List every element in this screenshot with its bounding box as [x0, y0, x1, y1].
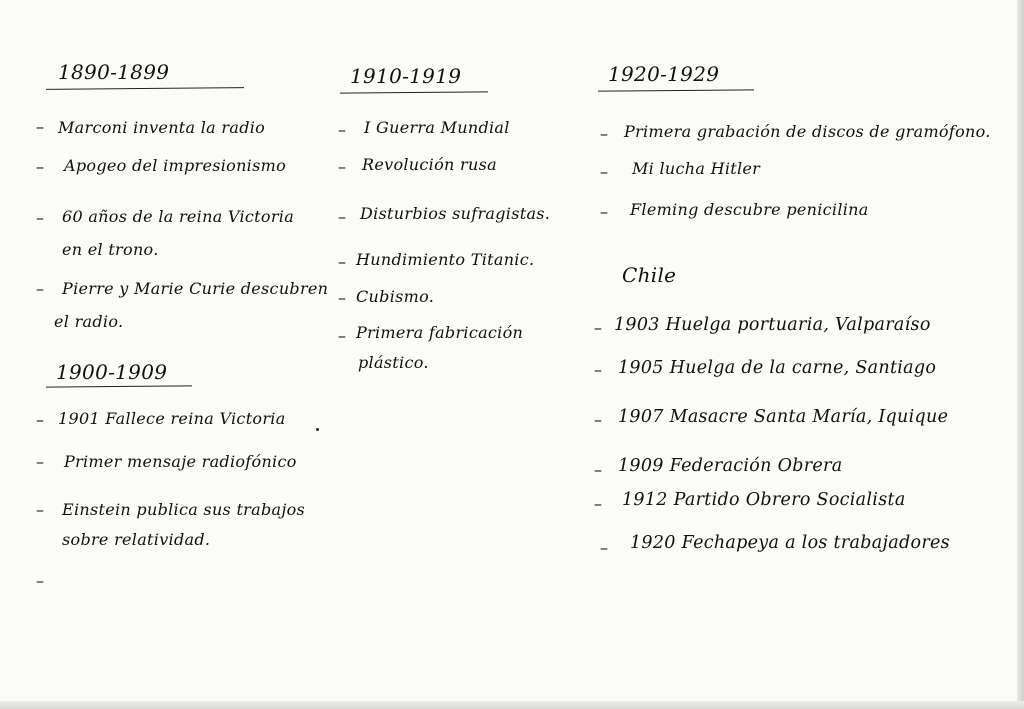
list-item: sobre relatividad. [62, 530, 211, 549]
bullet-dash: – [338, 207, 346, 226]
list-item: el radio. [54, 312, 124, 331]
list-item: Marconi inventa la radio [58, 118, 266, 137]
heading-1900-1909: 1900-1909 [56, 360, 168, 384]
list-item: Primer mensaje radiofónico [64, 452, 297, 471]
bullet-dash: – [338, 120, 346, 139]
list-item: 1912 Partido Obrero Socialista [622, 490, 906, 510]
list-item: 60 años de la reina Victoria [62, 207, 295, 226]
bullet-dash: – [36, 117, 44, 136]
bullet-dash: – [36, 208, 44, 227]
bullet-dash: – [36, 452, 44, 471]
list-item: Primera grabación de discos de gramófono. [624, 122, 991, 141]
bullet-dash: – [600, 538, 608, 557]
heading-1920-1929: 1920-1929 [608, 62, 720, 86]
bullet-dash: – [36, 410, 44, 429]
heading-underline [340, 91, 488, 93]
bullet-dash: – [594, 460, 602, 479]
list-item: Einstein publica sus trabajos [62, 500, 306, 519]
list-item: en el trono. [62, 240, 159, 259]
list-item: 1903 Huelga portuaria, Valparaíso [614, 315, 931, 335]
bullet-dash: – [594, 410, 602, 429]
paper-edge-right [1017, 0, 1024, 709]
list-item: Apogeo del impresionismo [64, 156, 287, 175]
list-item: Hundimiento Titanic. [356, 250, 535, 269]
heading-underline [46, 385, 192, 387]
bullet-dash: – [338, 326, 346, 345]
bullet-dash: – [600, 124, 608, 143]
list-item: Mi lucha Hitler [632, 159, 761, 178]
bullet-dash: – [594, 360, 602, 379]
list-item: 1905 Huelga de la carne, Santiago [618, 358, 937, 378]
list-item: 1907 Masacre Santa María, Iquique [618, 407, 949, 427]
heading-1910-1919: 1910-1919 [350, 64, 462, 88]
list-item: 1901 Fallece reina Victoria [58, 409, 286, 428]
list-item: Revolución rusa [362, 155, 497, 174]
list-item: I Guerra Mundial [364, 118, 510, 137]
bullet-dash: – [600, 202, 608, 221]
heading-1890-1899: 1890-1899 [58, 60, 170, 84]
bullet-dash: – [36, 279, 44, 298]
bullet-dash: – [594, 318, 602, 337]
list-item: Pierre y Marie Curie descubren [62, 279, 329, 298]
list-item: Disturbios sufragistas. [360, 204, 551, 223]
bullet-dash: – [338, 252, 346, 271]
list-item: Cubismo. [356, 287, 435, 306]
list-item: Primera fabricación [356, 323, 524, 342]
list-item: 1920 Fechapeya a los trabajadores [630, 533, 950, 553]
bullet-dash: – [594, 494, 602, 513]
list-item: Fleming descubre penicilina [630, 200, 869, 219]
paper-edge-bottom [0, 701, 1024, 709]
bullet-dash: – [36, 571, 44, 590]
bullet-dash: – [338, 157, 346, 176]
ink-dot [316, 428, 319, 431]
bullet-dash: – [600, 162, 608, 181]
heading-underline [46, 87, 244, 90]
heading-chile: Chile [622, 263, 677, 287]
bullet-dash: – [36, 157, 44, 176]
list-item: 1909 Federación Obrera [618, 456, 843, 476]
list-item: plástico. [358, 353, 429, 372]
bullet-dash: – [36, 500, 44, 519]
heading-underline [598, 89, 754, 91]
bullet-dash: – [338, 288, 346, 307]
